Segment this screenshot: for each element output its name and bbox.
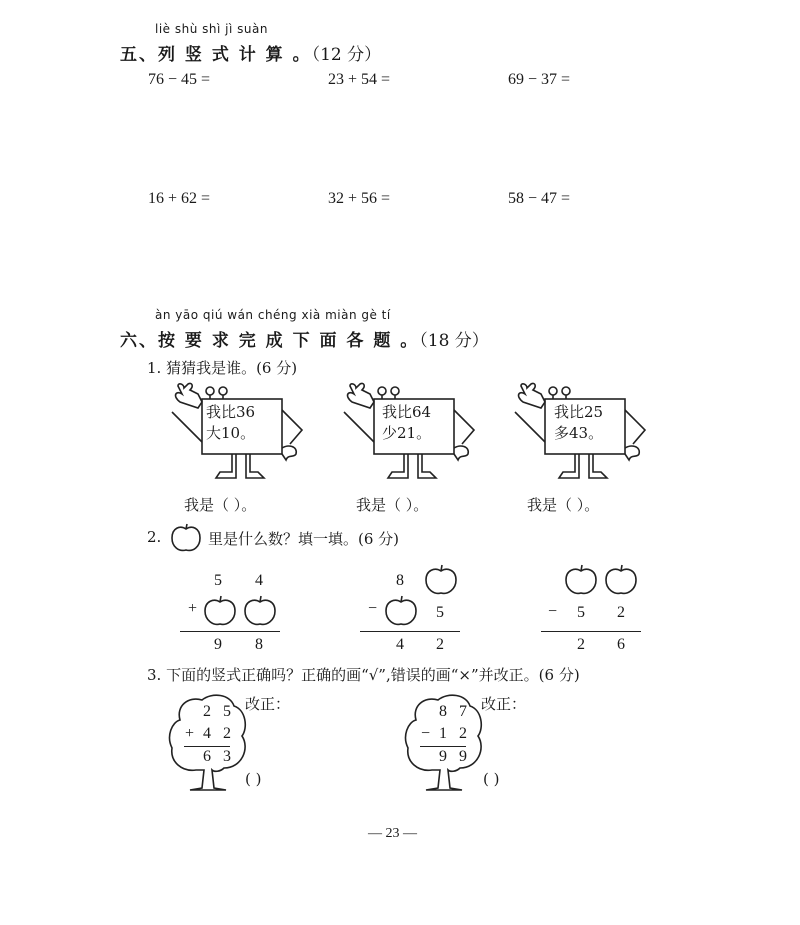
- q2c-apple-1-icon: [564, 563, 598, 597]
- tree-2-line2: 1 2: [439, 725, 471, 742]
- problem-6: 58 − 47 =: [508, 190, 571, 207]
- q2b-bottom-digit-2: 5: [436, 604, 444, 621]
- q2c-apple-2-icon: [604, 563, 638, 597]
- bubble-3: [554, 402, 603, 444]
- q3-title: 3. 下面的竖式正确吗？正确的画“√”,错误的画“×”并改正。(6 分): [147, 666, 580, 684]
- problem-2: 23 + 54 =: [328, 71, 391, 88]
- section6-title: 六、按 要 求 完 成 下 面 各 题 。: [120, 331, 420, 351]
- q2b-operator: −: [368, 600, 378, 617]
- q2c-bottom-digit-2: 2: [617, 604, 625, 621]
- q2b-result-digit-2: 2: [436, 636, 444, 653]
- q2c-operator: −: [548, 603, 558, 620]
- bubble-2: [382, 402, 431, 444]
- apple-icon: [170, 522, 202, 554]
- q2-prefix: 2.: [147, 528, 162, 546]
- q2a-result-digit-1: 9: [214, 636, 222, 653]
- q2c-result-digit-1: 2: [577, 636, 585, 653]
- tree-2-operator: −: [421, 725, 435, 742]
- q2a-operator: +: [188, 600, 198, 617]
- q2b-result-digit-1: 4: [396, 636, 404, 653]
- section5-score: （12 分）: [311, 45, 382, 65]
- q2b-apple-2-icon: [384, 594, 418, 628]
- q2a-top-digit-2: 4: [255, 572, 263, 589]
- tree-2-line1: 8 7: [439, 703, 471, 720]
- bubble-1-line2: 大10。: [206, 424, 256, 442]
- q2a-apple-2-icon: [243, 594, 277, 628]
- section5-title: 五、列 竖 式 计 算 。: [120, 45, 312, 65]
- bubble-1-line1: 我比36: [206, 403, 256, 421]
- answer-2: 我是（ ）。: [356, 496, 429, 514]
- tree-1-correct-label: 改正：: [245, 695, 291, 713]
- problem-1: 76 − 45 =: [148, 71, 211, 88]
- tree-1-result: 6 3: [203, 748, 235, 765]
- tree-1-line2: 4 2: [203, 725, 235, 742]
- tree-2-correct-label: 改正：: [481, 695, 527, 713]
- tree-1-paren: ( ): [245, 770, 262, 788]
- q1-title: 1. 猜猜我是谁。(6 分): [147, 359, 298, 377]
- tree-2-paren: ( ): [483, 770, 500, 788]
- bubble-3-line1: 我比25: [554, 403, 604, 421]
- tree-2-line: [420, 746, 466, 747]
- q2b-top-digit-1: 8: [396, 572, 404, 589]
- answer-1: 我是（ ）。: [184, 496, 257, 514]
- q2c-bottom-digit-1: 5: [577, 604, 585, 621]
- problem-4: 16 + 62 =: [148, 190, 211, 207]
- bubble-2-line2: 少21。: [382, 424, 432, 442]
- q2b-line: [360, 631, 460, 632]
- tree-1-operator: +: [185, 725, 199, 742]
- q2a-line: [180, 631, 280, 632]
- tree-2-result: 9 9: [439, 748, 471, 765]
- bubble-2-line1: 我比64: [382, 403, 432, 421]
- q2a-apple-1-icon: [203, 594, 237, 628]
- section5-heading: [120, 40, 381, 65]
- q2a-result-digit-2: 8: [255, 636, 263, 653]
- answer-3: 我是（ ）。: [527, 496, 600, 514]
- q2b-apple-1-icon: [424, 563, 458, 597]
- q2c-result-digit-2: 6: [617, 636, 625, 653]
- bubble-1: [206, 402, 255, 444]
- bubble-3-line2: 多43。: [554, 424, 604, 442]
- problem-5: 32 + 56 =: [328, 190, 391, 207]
- section6-pinyin: àn yāo qiú wán chéng xià miàn gè tí: [155, 308, 391, 322]
- section6-heading: [120, 326, 489, 351]
- page-number: — 23 —: [368, 826, 417, 841]
- section5-pinyin: liè shù shì jì suàn: [155, 22, 268, 36]
- q2a-top-digit-1: 5: [214, 572, 222, 589]
- problem-3: 69 − 37 =: [508, 71, 571, 88]
- q2c-line: [541, 631, 641, 632]
- tree-1-line: [184, 746, 230, 747]
- q2-text: 里是什么数？填一填。(6 分): [208, 530, 400, 548]
- tree-1-line1: 2 5: [203, 703, 235, 720]
- section6-score: （18 分）: [419, 331, 489, 351]
